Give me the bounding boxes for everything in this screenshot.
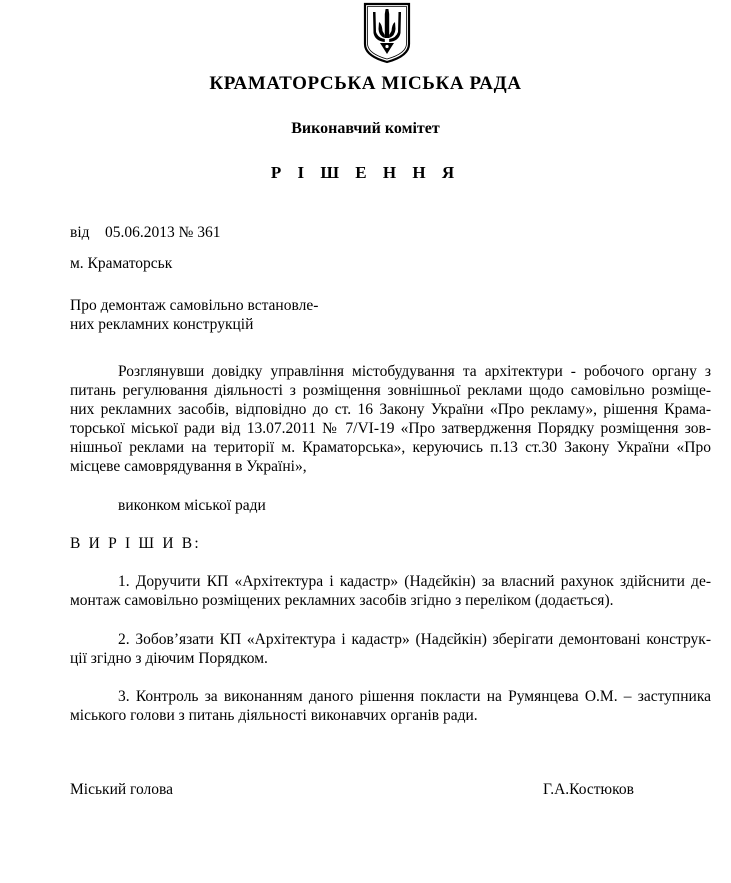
decision-item	[70, 572, 711, 610]
paragraph-line: нішньої реклами на території м. Краматорська», керуючись п.13 ст.30 Закону України «Про	[70, 439, 711, 456]
decision-item	[70, 687, 711, 725]
decided-heading: В И Р І Ш И В:	[70, 535, 201, 552]
signature-name: Г.А.Костюков	[543, 781, 634, 798]
paragraph-line: них рекламних засобів, відповідно до ст. 16 Закону України «Про рекламу», рішення Крама-	[70, 401, 711, 418]
paragraph-line: 2. Зобов’язати КП «Архітектура і кадастр» (Надєйкін) зберігати демонтовані конструк-	[118, 631, 711, 648]
subject-line: них рекламних конструкцій	[70, 316, 254, 333]
decision-item	[70, 630, 711, 668]
subject-line: Про демонтаж самовільно встановле-	[70, 297, 319, 314]
paragraph-line: 1. Доручити КП «Архітектура і кадастр» (Надєйкін) за власний рахунок здійснити де-	[118, 573, 711, 590]
document-type: Р І Ш Е Н Н Я	[270, 163, 461, 182]
date-prefix: від	[70, 224, 90, 241]
paragraph-line: торської міської ради від 13.07.2011 № 7/VI-19 «Про затвердження Порядку розміщення зов-	[70, 420, 711, 437]
paragraph-line: місцеве самоврядування в Україні»,	[70, 458, 307, 475]
executive-committee-line: виконком міської ради	[118, 497, 266, 514]
paragraph-line: Розглянувши довідку управління містобудування та архітектури - робочого органу з	[118, 363, 711, 380]
paragraph-line: ції згідно з діючим Порядком.	[70, 650, 268, 667]
council-title: КРАМАТОРСЬКА МІСЬКА РАДА	[209, 73, 522, 94]
paragraph-line: питань регулювання діяльності з розміщення зовнішньої реклами щодо самовільно розміще-	[70, 382, 711, 399]
date-and-number: 05.06.2013 № 361	[105, 224, 221, 241]
paragraph-line: міського голови з питань діяльності виконавчих органів ради.	[70, 707, 478, 724]
trident-emblem-icon	[363, 2, 411, 64]
city-name: м. Краматорськ	[70, 255, 173, 272]
signature-position: Міський голова	[70, 781, 174, 798]
paragraph-line: 3. Контроль за виконанням даного рішення покласти на Румянцева О.М. – заступника	[118, 688, 711, 705]
preamble-paragraph	[70, 362, 711, 476]
paragraph-line: монтаж самовільно розміщених рекламних засобів згідно з переліком (додається).	[70, 592, 614, 609]
committee-title: Виконавчий комітет	[291, 120, 440, 137]
